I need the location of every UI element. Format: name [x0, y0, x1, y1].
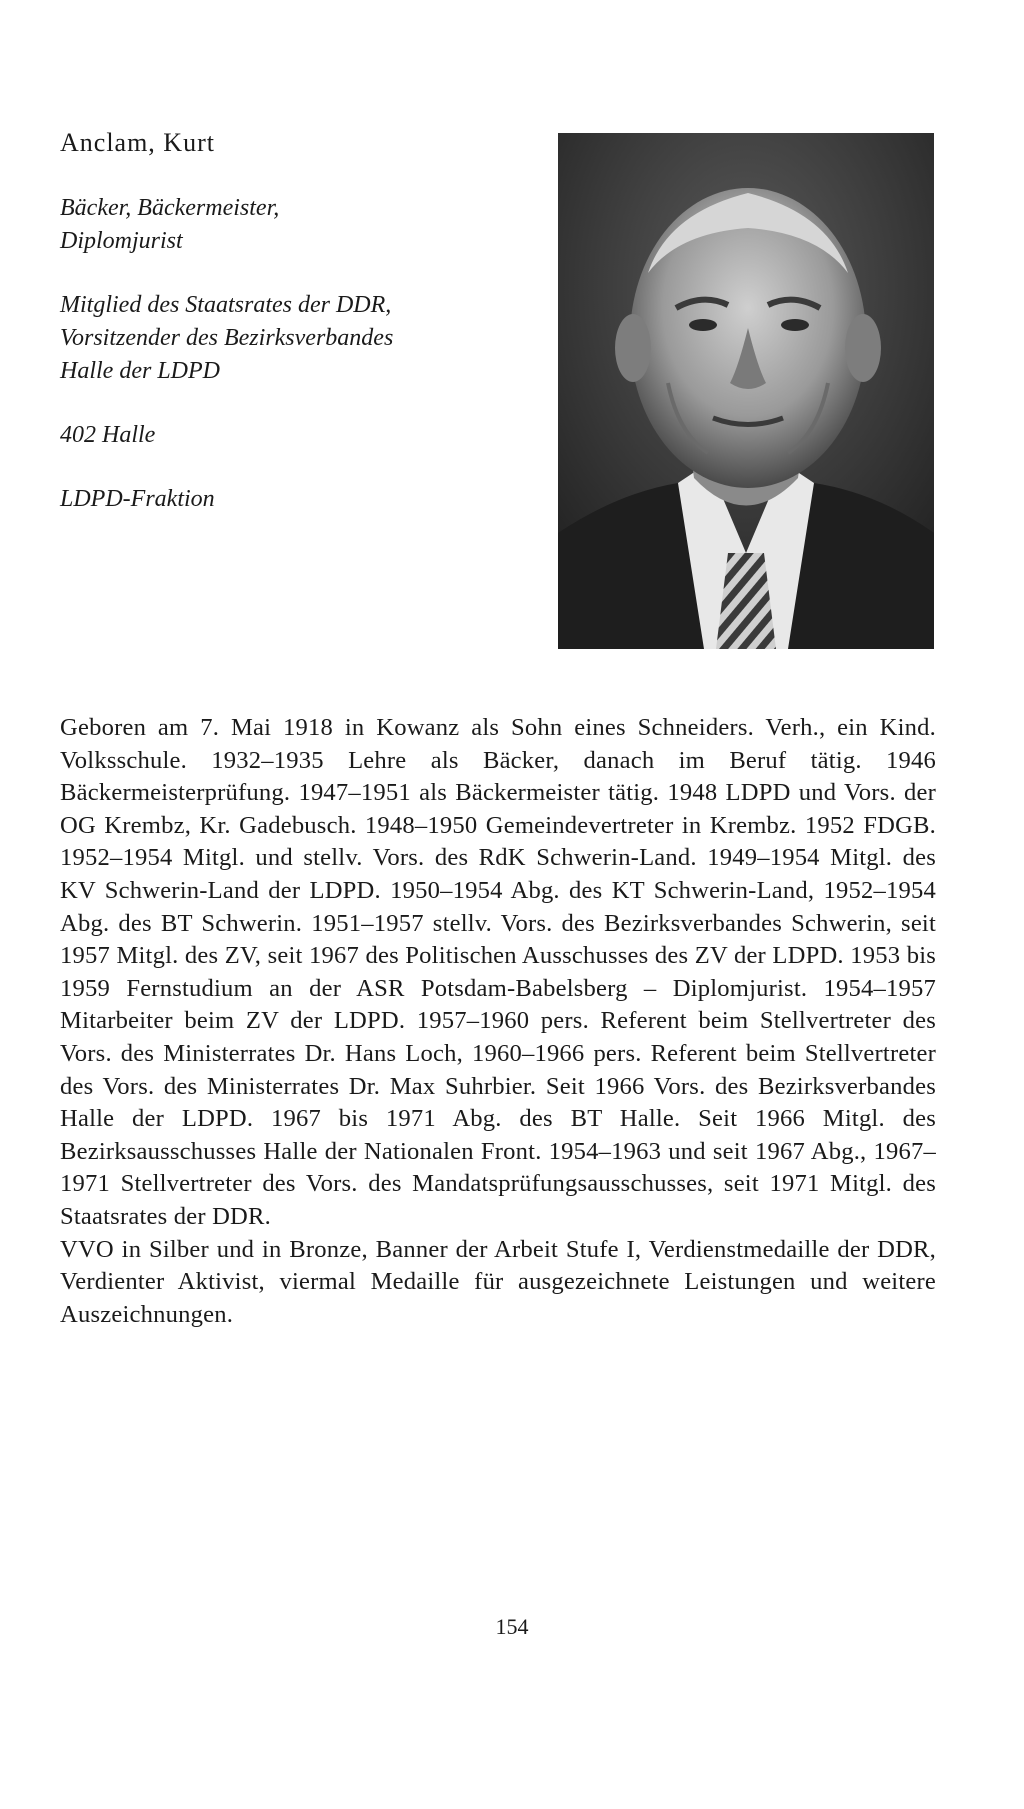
entry-name: Anclam, Kurt — [60, 128, 215, 157]
position-line-3: Halle der LDPD — [60, 358, 220, 384]
portrait-photo — [558, 133, 934, 649]
biography — [60, 712, 936, 1331]
profession-line-1: Bäcker, Bäckermeister, — [60, 195, 280, 221]
profession-line-2: Diplomjurist — [60, 228, 183, 254]
positions — [60, 289, 530, 388]
entry-meta — [60, 192, 530, 547]
page-number: 154 — [495, 1614, 529, 1639]
fraction: LDPD-Fraktion — [60, 486, 215, 512]
position-line-2: Vorsitzender des Bezirksverbandes — [60, 325, 394, 351]
address: 402 Halle — [60, 422, 156, 448]
portrait-illustration — [558, 133, 934, 649]
position-line-1: Mitglied des Staatsrates der DDR, — [60, 292, 392, 318]
biography-text: Geboren am 7. Mai 1918 in Kowanz als Sohn eines Schneiders. Verh., ein Kind. Volksschule. 1932–1935 Lehre als Bäcker, danach im Beruf tätig. 1946 Bäckermeisterprüfung. 1947–1951 als Bäckermeister tätig. 1948 LDPD und Vors. der OG Krembz, Kr. Gadebusch. 1948–1950 Gemeindevertreter in Krembz. 1952 FDGB. 1952–1954 Mitgl. und stellv. Vors. des RdK Schwerin-Land. 1949–1954 Mitgl. des KV Schwerin-Land der LDPD. 1950–1954 Abg. des KT Schwerin-Land, 1952–1954 Abg. des BT Schwerin. 1951–1957 stellv. Vors. des Bezirksverbandes Schwerin, seit 1957 Mitgl. des ZV, seit 1967 des Politischen Ausschusses des ZV der LDPD. 1953 bis 1959 Fernstudium an der ASR Potsdam-Babelsberg – Diplomjurist. 1954–1957 Mitarbeiter beim ZV der LDPD. 1957–1960 pers. Referent beim Stellvertreter des Vors. des Ministerrates Dr. Hans Loch, 1960–1966 pers. Referent beim Stellvertreter des Vors. des Ministerrates Dr. Max Suhrbier. Seit 1966 Vors. des Bezirksverbandes Halle der LDPD. 1967 bis 1971 Abg. des BT Halle. Seit 1966 Mitgl. des Bezirksausschusses Halle der Nationalen Front. 1954–1963 und seit 1967 Abg., 1967–1971 Stellvertreter des Vors. des Mandatsprüfungsausschusses, seit 1971 Mitgl. des Staatsrates der DDR. — [60, 714, 936, 1230]
awards-text: VVO in Silber und in Bronze, Banner der Arbeit Stufe I, Verdienstmedaille der DDR, Verdienter Aktivist, viermal Medaille für ausgezeichnete Leistungen und weitere Auszeichnungen. — [60, 1235, 936, 1328]
profession — [60, 192, 530, 258]
